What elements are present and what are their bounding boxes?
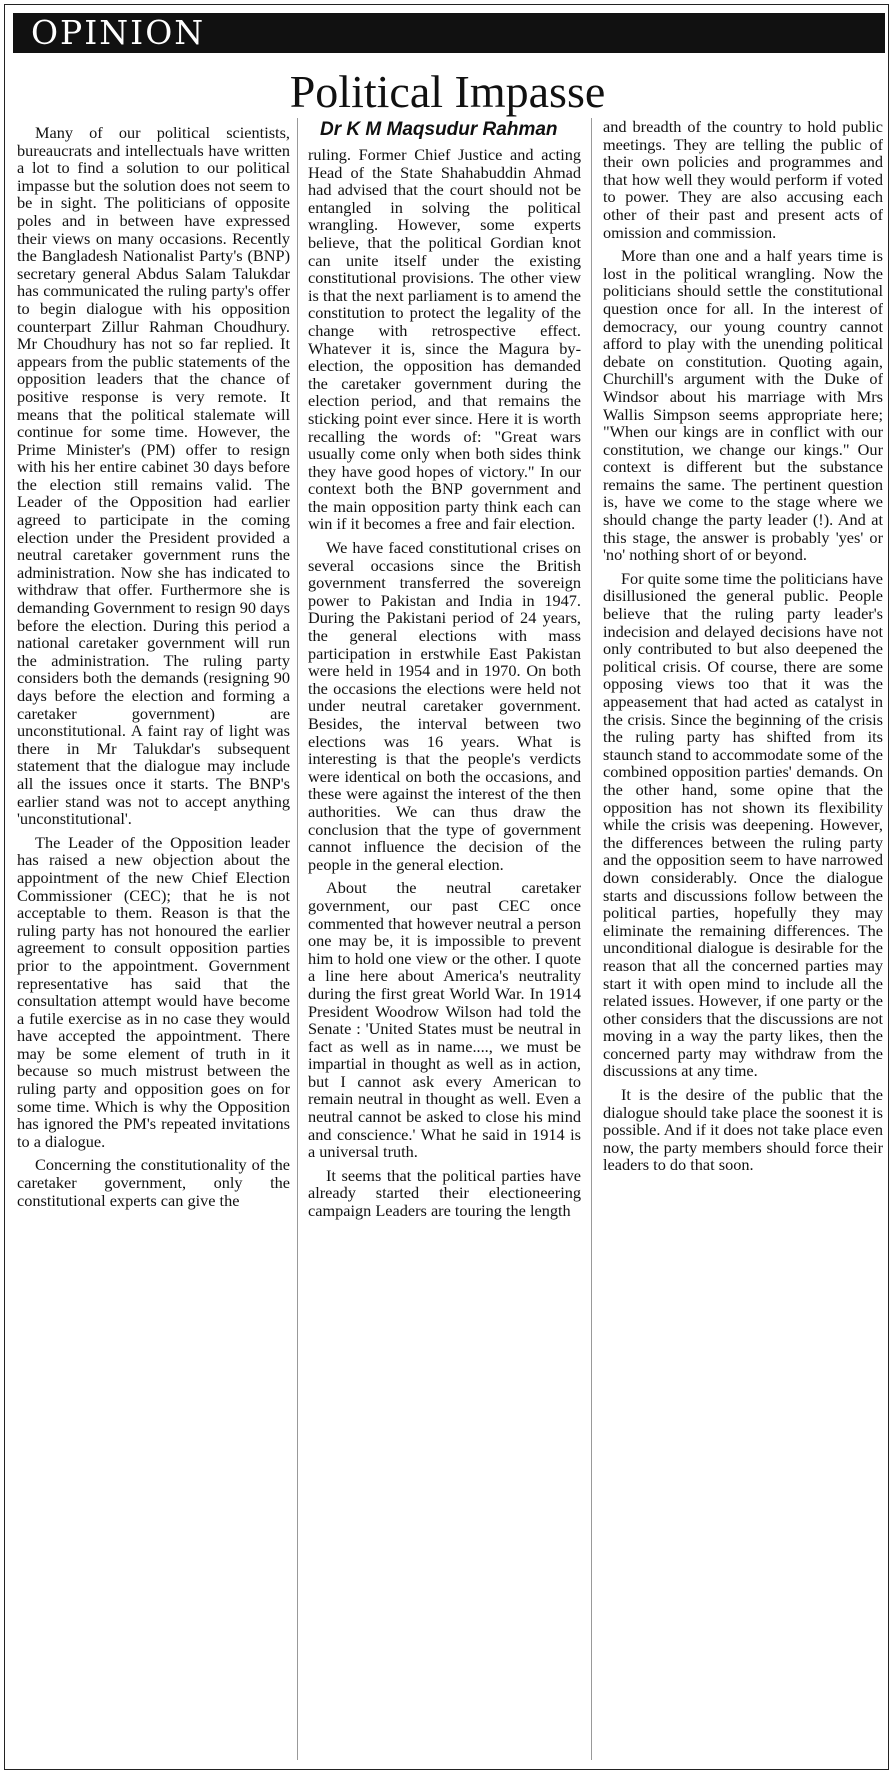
byline: Dr K M Maqsudur Rahman (320, 119, 558, 140)
headline: Political Impasse (289, 66, 606, 117)
section-label: OPINION (31, 13, 206, 52)
paragraph: Concerning the constitutionality of the caretaker government, only the constitutional experts can give the (17, 1155, 290, 1210)
paragraph: For quite some time the politicians have disillusioned the general public. People believe that the ruling party leader's indecision and delayed decisions have not only contributed to but also deepened the political crisis. Of course, there are some opposing views too that it was the appeasement that had acted as catalyst in the crisis. Since the beginning of the crisis the ruling party has shifted from its staunch stand to accommodate some of the combined opposition parties' demands. On the other hand, some opine that the opposition has not shown its flexibility while the crisis was deepening. However, the differences between the ruling party and the opposition seem to have narrowed down considerably. Once the dialogue starts and discussions follow between the political parties, hopefully they may eliminate the remaining differences. The unconditional dialogue is desirable for the reason that all the concerned parties may start it with open mind to include all the related issues. However, if one party or the other considers that the discussions are not moving in a way the party likes, then the concerned party may withdraw from the discussions at any time. (603, 568, 883, 1081)
article-column-2 (308, 118, 581, 1760)
paragraph: Many of our political scientists, bureaucrats and intellectuals have written a lot to find a solution to our political impasse but the solution does not seem to be in sight. The politicians of opposite poles and in between have expressed their views on many occasions. Recently the Bangladesh Nationalist Party's (BNP) secretary general Abdus Salam Talukdar has communicated the ruling party's offer to begin dialogue with his opposition counterpart Zillur Rahman Choudhury. Mr Choudhury has not so far replied. It appears from the public statements of the opposition leaders that the chance of positive response is very remote. It means that the political stalemate will continue for some time. However, the Prime Minister's (PM) offer to resign with his her entire cabinet 30 days before the election still remains valid. The Leader of the Opposition had earlier agreed to participate in the coming election under the President provided a neutral caretaker government runs the administration. Now she has indicated to withdraw that offer. Furthermore she is demanding Government to resign 90 days before the election. During this period a national caretaker government will run the administration. The ruling party considers both the demands (resigning 90 days before the election and forming a caretaker government) are unconstitutional. A faint ray of light was there in Mr Talukdar's subsequent statement that the dialogue may include all the issues once it starts. The BNP's earlier stand was not to accept anything 'unconstitutional'. (17, 124, 290, 829)
paragraph: The Leader of the Opposition leader has raised a new objection about the appointment of the new Chief Election Commissioner (CEC); that he is not acceptable to them. Reason is that the ruling party has not honoured the earlier agreement to consult opposition parties prior to the appointment. Government representative has said that the consultation attempt would have become a futile exercise as in no case they would have accepted the appointment. There may be some element of truth in it because so much mistrust between the ruling party and opposition goes on for some time. Which is why the Opposition has ignored the PM's repeated invitations to a dialogue. (17, 832, 290, 1151)
paragraph: We have faced constitutional crises on several occasions since the British government transferred the sovereign power to Pakistan and India in 1947. During the Pakistani period of 24 years, the general elections with mass participation in erstwhile East Pakistan were held in 1954 and in 1970. On both the occasions the elections were held not under neutral caretaker government. Besides, the interval between two elections was 16 years. What is interesting is that the people's verdicts were identical on both the occasions, and these were against the interest of the then authorities. We can thus draw the conclusion that the type of government cannot influence the decision of the people in the general election. (308, 538, 581, 874)
paragraph: It is the desire of the public that the dialogue should take place the soonest it is possible. And if it does not take place even now, the party members should force their leaders to do that soon. (603, 1085, 883, 1175)
column-rule (297, 118, 298, 1760)
article-column-1 (17, 124, 290, 1766)
paragraph: ruling. Former Chief Justice and acting Head of the State Shahabuddin Ahmad had advised that the court should not be entangled in solving the political wrangling. However, some experts believe, that the political Gordian knot can unite itself under the existing constitutional provisions. The other view is that the next parliament is to amend the constitution to protect the legality of the change with retrospective effect. Whatever it is, since the Magura by-election, the opposition has demanded the caretaker government during the election period, and that remains the sticking point ever since. Here it is worth recalling the words of: "Great wars usually come only when both sides think they have good hopes of victory." In our context both the BNP government and the main opposition party think each can win if it becomes a free and fair election. (308, 145, 581, 534)
section-banner (13, 13, 885, 53)
column-rule (591, 118, 592, 1760)
paragraph: About the neutral caretaker government, our past CEC once commented that however neutral a person one may be, it is impossible to prevent him to hold one view or the other. I quote a line here about America's neutrality during the first great World War. In 1914 President Woodrow Wilson had told the Senate : 'United States must be neutral in fact as well as in name...., we must be impartial in thought as well as in action, but I cannot ask every American to remain neutral in thought as well. Even a neutral cannot be asked to close his mind and conscience.' What he said in 1914 is a universal truth. (308, 878, 581, 1162)
paragraph: More than one and a half years time is lost in the political wrangling. Now the politicians should settle the constitutional question once for all. In the interest of democracy, our young country cannot afford to play with the unending political debate on constitution. Quoting again, Churchill's argument with the Duke of Windsor about his marriage with Mrs Wallis Simpson seems appropriate here; "When our kings are in conflict with our constitution, we change our kings." Our context is different but the substance remains the same. The pertinent question is, have we come to the stage where we should change the party leader (!). And at this stage, the answer is probably 'yes' or 'no' nothing short of or beyond. (603, 246, 883, 565)
article-column-3 (603, 118, 883, 1760)
paragraph: and breadth of the country to hold public meetings. They are telling the public of their own policies and programmes and that how well they would perform if voted to power. They are also accusing each other of their past and present acts of omission and commission. (603, 118, 883, 242)
paragraph: It seems that the political parties have already started their electioneering campaign Leaders are touring the length (308, 1165, 581, 1221)
